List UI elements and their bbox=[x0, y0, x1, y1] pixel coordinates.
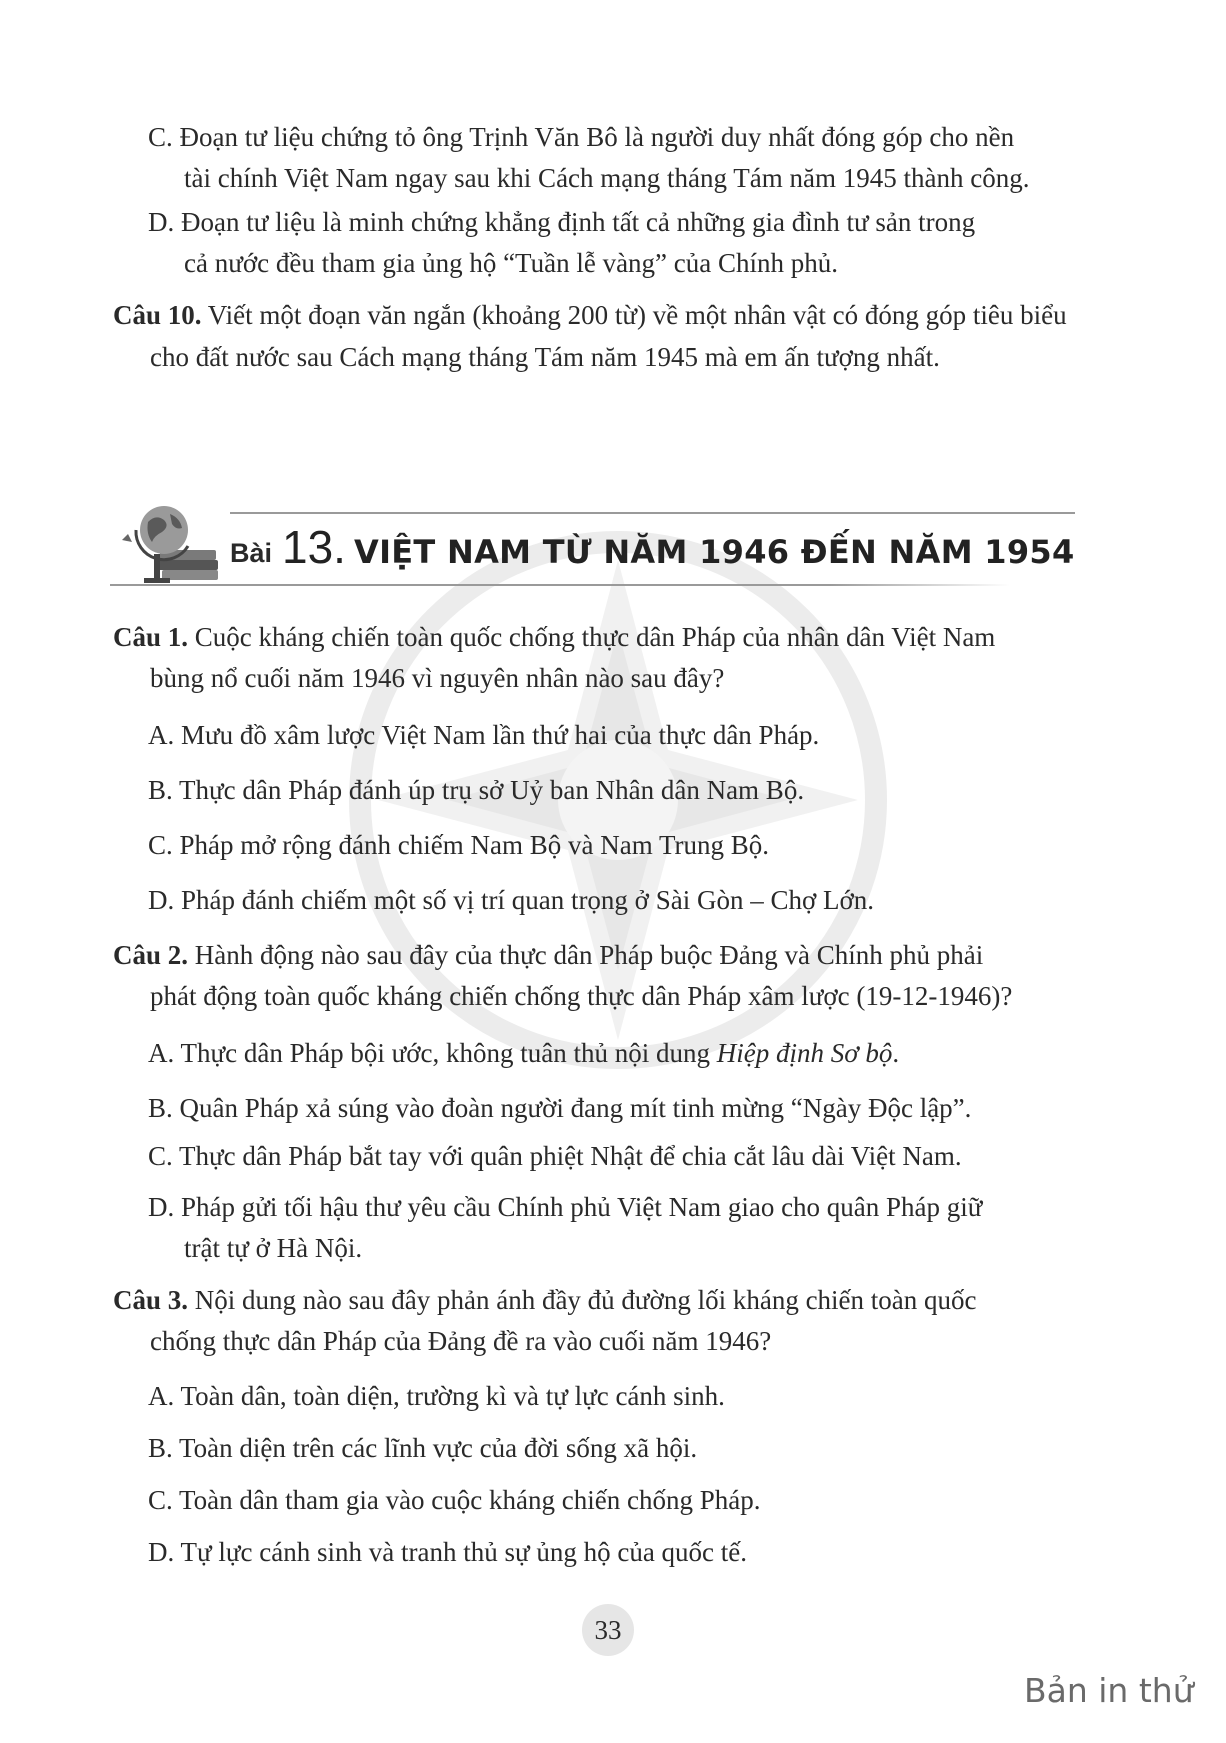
question-2-text-1: Hành động nào sau đây của thực dân Pháp buộc Đảng và Chính phủ phải bbox=[194, 940, 984, 970]
question-2-option-a-suffix: . bbox=[892, 1038, 900, 1068]
option-d-line-2: cả nước đều tham gia ủng hộ “Tuần lễ vàng” của Chính phủ. bbox=[184, 248, 839, 278]
question-1-text-1: Cuộc kháng chiến toàn quốc chống thực dân Pháp của nhân dân Việt Nam bbox=[194, 622, 996, 652]
question-2-option-c: C. Thực dân Pháp bắt tay với quân phiệt Nhật để chia cắt lâu dài Việt Nam. bbox=[148, 1141, 962, 1171]
question-10-text-1: Viết một đoạn văn ngắn (khoảng 200 từ) về một nhân vật có đóng góp tiêu biểu bbox=[207, 300, 1067, 330]
header-rule-bottom bbox=[110, 584, 1010, 586]
question-3-text-2: chống thực dân Pháp của Đảng đề ra vào cuối năm 1946? bbox=[150, 1326, 772, 1356]
question-3-option-d: D. Tự lực cánh sinh và tranh thủ sự ủng hộ của quốc tế. bbox=[148, 1537, 748, 1567]
question-3-option-a: A. Toàn dân, toàn diện, trường kì và tự lực cánh sinh. bbox=[148, 1381, 725, 1411]
lesson-title: VIỆT NAM TỪ NĂM 1946 ĐẾN NĂM 1954 bbox=[354, 533, 1075, 571]
question-1-option-b: B. Thực dân Pháp đánh úp trụ sở Uỷ ban Nhân dân Nam Bộ. bbox=[148, 775, 805, 805]
lesson-number: 13. bbox=[282, 521, 346, 573]
question-10 bbox=[113, 298, 1067, 332]
question-1 bbox=[113, 620, 995, 654]
question-2-text-2: phát động toàn quốc kháng chiến chống thực dân Pháp xâm lược (19-12-1946)? bbox=[150, 981, 1013, 1011]
option-c-line-1: C. Đoạn tư liệu chứng tỏ ông Trịnh Văn Bô là người duy nhất đóng góp cho nền bbox=[148, 122, 1015, 152]
question-2-label: Câu 2. bbox=[113, 940, 189, 970]
question-3-option-b: B. Toàn diện trên các lĩnh vực của đời sống xã hội. bbox=[148, 1433, 698, 1463]
lesson-word: Bài bbox=[230, 538, 273, 568]
globe-books-icon bbox=[114, 500, 224, 584]
question-3 bbox=[113, 1283, 977, 1317]
question-2-option-a-italic: Hiệp định Sơ bộ bbox=[716, 1038, 893, 1068]
question-2-option-a-prefix: A. Thực dân Pháp bội ước, không tuân thủ nội dung bbox=[148, 1038, 717, 1068]
lesson-header bbox=[110, 500, 1086, 590]
question-2 bbox=[113, 938, 983, 972]
question-2-option-d-line-2: trật tự ở Hà Nội. bbox=[184, 1233, 363, 1263]
question-1-option-c: C. Pháp mở rộng đánh chiếm Nam Bộ và Nam Trung Bộ. bbox=[148, 830, 769, 860]
question-3-option-c: C. Toàn dân tham gia vào cuộc kháng chiến chống Pháp. bbox=[148, 1485, 761, 1515]
option-c-line-2: tài chính Việt Nam ngay sau khi Cách mạng tháng Tám năm 1945 thành công. bbox=[184, 163, 1030, 193]
question-10-label: Câu 10. bbox=[113, 300, 202, 330]
question-1-text-2: bùng nổ cuối năm 1946 vì nguyên nhân nào sau đây? bbox=[150, 663, 725, 693]
option-d-line-1: D. Đoạn tư liệu là minh chứng khẳng định tất cả những gia đình tư sản trong bbox=[148, 207, 976, 237]
question-1-label: Câu 1. bbox=[113, 622, 189, 652]
question-2-option-a bbox=[148, 1036, 899, 1070]
question-3-text-1: Nội dung nào sau đây phản ánh đầy đủ đường lối kháng chiến toàn quốc bbox=[194, 1285, 977, 1315]
header-rule-top bbox=[230, 512, 1075, 514]
question-1-option-a: A. Mưu đồ xâm lược Việt Nam lần thứ hai của thực dân Pháp. bbox=[148, 720, 820, 750]
question-3-label: Câu 3. bbox=[113, 1285, 189, 1315]
question-10-text-2: cho đất nước sau Cách mạng tháng Tám năm 1945 mà em ấn tượng nhất. bbox=[150, 342, 940, 372]
page-number: 33 bbox=[582, 1604, 634, 1656]
question-2-option-b: B. Quân Pháp xả súng vào đoàn người đang mít tinh mừng “Ngày Độc lập”. bbox=[148, 1093, 972, 1123]
question-1-option-d: D. Pháp đánh chiếm một số vị trí quan trọng ở Sài Gòn – Chợ Lớn. bbox=[148, 885, 875, 915]
question-2-option-d-line-1: D. Pháp gửi tối hậu thư yêu cầu Chính phủ Việt Nam giao cho quân Pháp giữ bbox=[148, 1192, 983, 1222]
draft-label: Bản in thử bbox=[1024, 1671, 1194, 1710]
